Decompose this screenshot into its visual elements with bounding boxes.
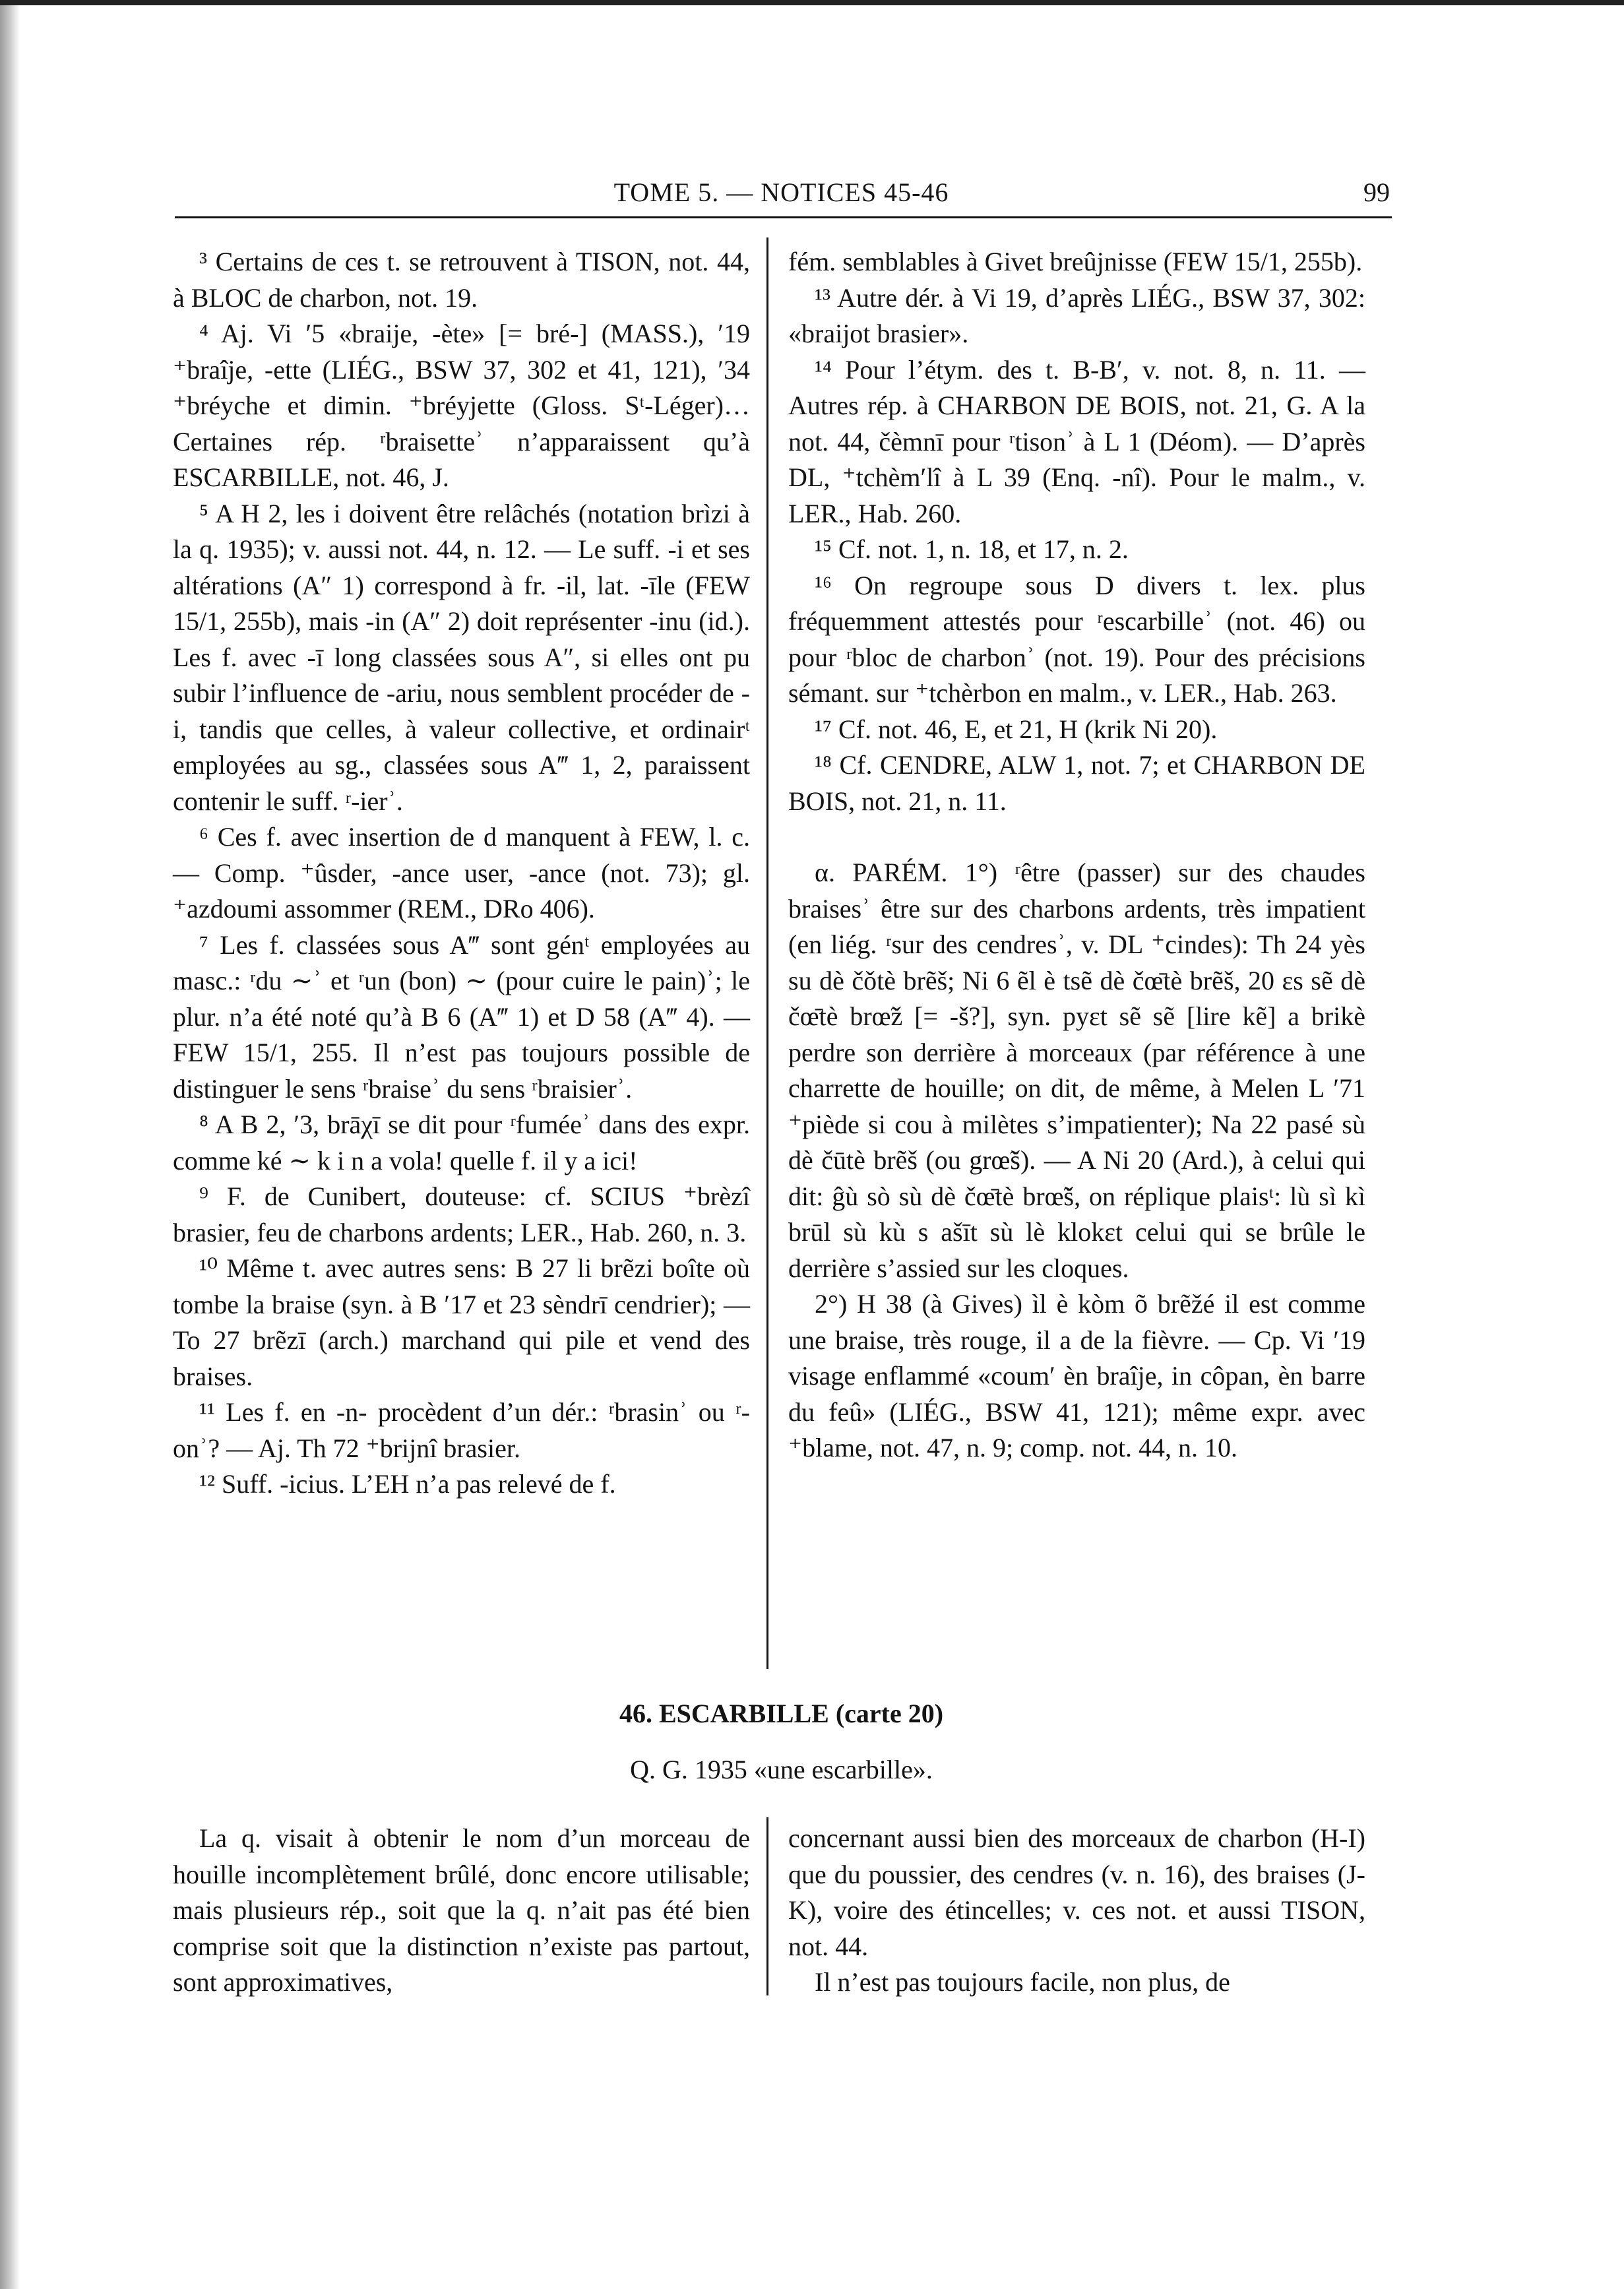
section-paragraph-1: La q. visait à obtenir le nom d’un morceau de houille incomplètement brûlé, donc encore utilisable; mais plusieurs rép., soit que la q. n’ait pas été bien comprise soit que la distinction n’existe pas partout, sont approximatives, — [173, 1823, 750, 1997]
footnote-13: ¹³ Autre dér. à Vi 19, d’après LIÉG., BSW 37, 302: «braijot brasier». — [788, 282, 1365, 348]
footnote-12: ¹² Suff. -icius. L’EH n’a pas relevé de f. — [199, 1469, 616, 1499]
scan-edge-left — [0, 0, 20, 2289]
footnote-17: ¹⁷ Cf. not. 46, E, et 21, H (krik Ni 20). — [815, 714, 1218, 744]
footnote-11: ¹¹ Les f. en -n- procèdent d’un dér.: ʳbrasinʾ ou ʳ-onʾ? — Aj. Th 72 ⁺brijnî brasier. — [173, 1397, 750, 1463]
section-question: Q. G. 1935 «une escarbille». — [630, 1755, 933, 1784]
section-body-right — [788, 1821, 1365, 2001]
column-divider-top — [766, 237, 768, 1669]
notes-column-right — [788, 244, 1365, 1466]
notes-column-left — [173, 244, 750, 1503]
section-body-left — [173, 1821, 750, 2001]
page-header — [173, 173, 1390, 212]
footnote-3: ³ Certains de ces t. se retrouvent à TISON, not. 44, à BLOC de charbon, not. 19. — [173, 247, 750, 313]
footnote-8: ⁸ A B 2, ′3, brāχī se dit pour ʳfuméeʾ dans des expr. comme ké ∼ k i n a vola! quelle f. il y a ici! — [173, 1110, 750, 1176]
footnote-7: ⁷ Les f. classées sous A‴ sont génᵗ employées au masc.: ʳdu ∼ʾ et ʳun (bon) ∼ (pour cuire le pain)ʾ; le plur. n’a été noté qu’à B 6 (A‴ 1) et D 58 (A‴ 4). — FEW 15/1, 255. Il n’est pas toujours possible de distinguer le sens ʳbraiseʾ du sens ʳbraisierʾ. — [173, 929, 750, 1104]
section-paragraph-1-continued: concernant aussi bien des morceaux de charbon (H-I) que du poussier, des cendres (v. n. 16), des braises (J-K), voire des étincelles; v. ces not. et aussi TISON, not. 44. — [788, 1823, 1365, 1961]
footnote-9: ⁹ F. de Cunibert, douteuse: cf. SCIUS ⁺brèzî brasier, feu de charbons ardents; LER., Hab. 260, n. 3. — [173, 1181, 750, 1247]
footnote-18: ¹⁸ Cf. CENDRE, ALW 1, not. 7; et CHARBON DE BOIS, not. 21, n. 11. — [788, 750, 1365, 816]
footnote-12-continued: fém. semblables à Givet breûjnisse (FEW 15/1, 255b). — [788, 247, 1363, 276]
footnote-6: ⁶ Ces f. avec insertion de d manquent à FEW, l. c. — Comp. ⁺ûsder, -ance user, -ance (not. 73); gl. ⁺azdoumi assommer (REM., DRo 406). — [173, 822, 750, 924]
running-head: TOME 5. — NOTICES 45-46 — [613, 177, 949, 207]
paremiology-2: 2°) H 38 (à Gives) ìl è kòm õ brẽžé il est comme une braise, très rouge, il a de la fièvre. — Cp. Vi ′19 visage enflammé «coum′ èn braîje, in côpan, èn barre du feû» (LIÉG., BSW 41, 121); même expr. avec ⁺blame, not. 47, n. 9; comp. not. 44, n. 10. — [788, 1289, 1365, 1462]
footnote-14: ¹⁴ Pour l’étym. des t. B-B′, v. not. 8, n. 11. — Autres rép. à CHARBON DE BOIS, not. 21, G. A la not. 44, čèmnī pour ʳtisonʾ à L 1 (Déom). — D’après DL, ⁺tchèm′lî à L 39 (Enq. -nî). Pour le malm., v. LER., Hab. 260. — [788, 354, 1365, 528]
footnote-10: ¹⁰ Même t. avec autres sens: B 27 li brẽzi boîte où tombe la braise (syn. à B ′17 et 23 sèndrī cendrier); — To 27 brẽzī (arch.) marchand qui pile et vend des braises. — [173, 1253, 750, 1391]
footnote-16: ¹⁶ On regroupe sous D divers t. lex. plus fréquemment attestés pour ʳescarbilleʾ (not. 46) ou pour ʳbloc de charbonʾ (not. 19). Pour des précisions sémant. sur ⁺tchèrbon en malm., v. LER., Hab. 263. — [788, 570, 1365, 708]
section-title: 46. ESCARBILLE (carte 20) — [619, 1699, 944, 1728]
footnote-15: ¹⁵ Cf. not. 1, n. 18, et 17, n. 2. — [815, 534, 1129, 564]
scan-edge-top — [0, 0, 1624, 5]
footnote-4: ⁴ Aj. Vi ′5 «braije, -ète» [= bré-] (MASS.), ′19 ⁺braîje, -ette (LIÉG., BSW 37, 302 et 41, 121), ′34 ⁺bréyche et dimin. ⁺bréyjette (Gloss. Sᵗ-Léger)… Certaines rép. ʳbraisetteʾ n’apparaissent qu’à ESCARBILLE, not. 46, J. — [173, 319, 750, 492]
footnote-5: ⁵ A H 2, les i doivent être relâchés (notation brìzi à la q. 1935); v. aussi not. 44, n. 12. — Le suff. -i et ses altérations (A″ 1) correspond à fr. -il, lat. -īle (FEW 15/1, 255b), mais -in (A″ 2) doit représenter -inu (id.). Les f. avec -ī long classées sous A″, si elles ont pu subir l’influence de -ariu, nous semblent procéder de -i, tandis que celles, à valeur collective, et ordinairᵗ employées au sg., classées sous A‴ 1, 2, paraissent contenir le suff. ʳ-ierʾ. — [173, 498, 750, 816]
page-number: 99 — [1363, 177, 1390, 207]
column-divider-bottom — [766, 1817, 768, 1995]
header-rule — [175, 216, 1392, 218]
section-paragraph-2: Il n’est pas toujours facile, non plus, de — [815, 1967, 1230, 1997]
paremiology-1: α. PARÉM. 1°) ʳêtre (passer) sur des chaudes braisesʾ être sur des charbons ardents, très impatient (en liég. ʳsur des cendresʾ, v. DL ⁺cindes): Th 24 yès su dè čǒtè brẽš; Ni 6 ẽl è tsẽ dè čœ̄tè brẽš, 20 εs sẽ dè čœ̄tè brœ̃ž [= -š?], syn. pyεt sẽ sẽ [lire kẽ] a brikè perdre son derrière à morceaux (par référence à une charrette de houille; on dit, de même, à Melen L ′71 ⁺piède si cou à milètes s’impatienter); Na 22 pasé sù dè čūtè brẽš (ou grœ̃š). — A Ni 20 (Ard.), à celui qui dit: ĝù sò sù dè čœ̄tè brœ̃š, on réplique plaisᵗ: lù sì kì brūl sù kù s ašīt sù lè klokεt celui qui se brûle le derrière s’assied sur les cloques. — [788, 858, 1365, 1283]
